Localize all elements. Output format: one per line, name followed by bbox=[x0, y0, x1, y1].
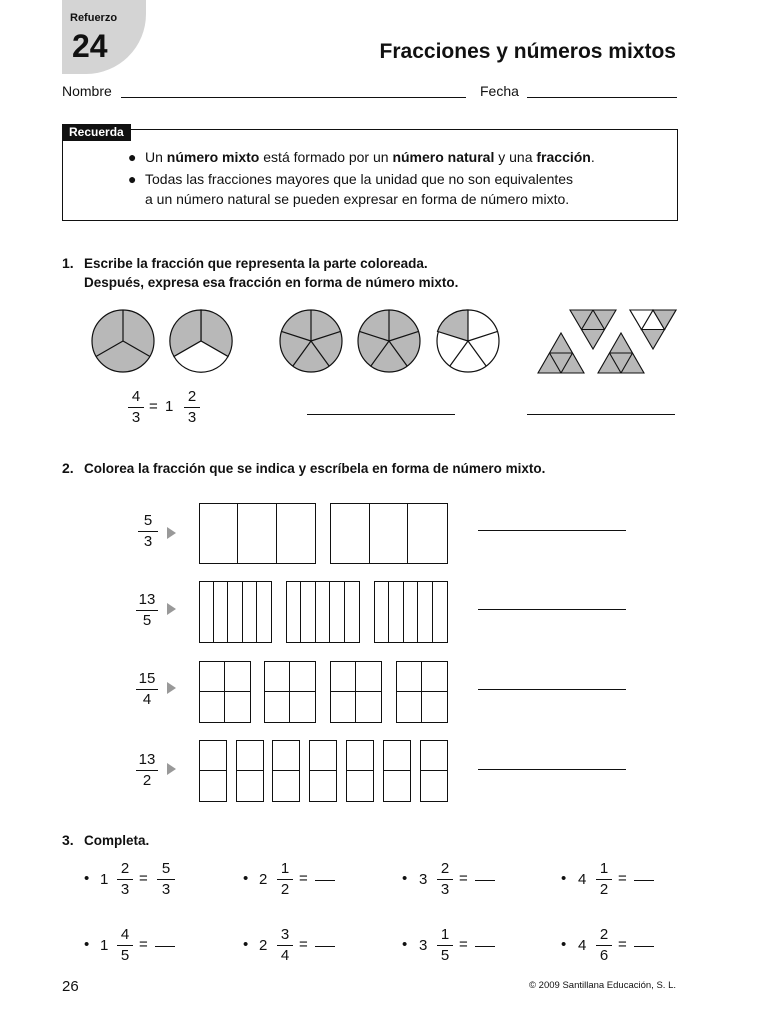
q1-figures bbox=[88, 305, 688, 381]
copyright: © 2009 Santillana Educación, S. L. bbox=[529, 980, 676, 991]
q2-row-3-box-4[interactable] bbox=[396, 661, 448, 723]
circle-fifths-3 bbox=[437, 310, 499, 372]
q2-row-1-fraction: 5 3 bbox=[138, 512, 158, 551]
q2-answer-line-4[interactable] bbox=[478, 769, 626, 770]
q2-answer-line-2[interactable] bbox=[478, 609, 626, 610]
triangle-top-left bbox=[570, 310, 616, 349]
triangle-top-right bbox=[630, 310, 676, 349]
circle-fifths-1 bbox=[280, 310, 342, 372]
q2-row-3-box-1[interactable] bbox=[199, 661, 251, 723]
arrow-right-icon bbox=[167, 682, 176, 694]
q2-row-3-box-2[interactable] bbox=[264, 661, 316, 723]
q2-row-2-fraction: 13 5 bbox=[136, 591, 158, 630]
example-whole: 1 bbox=[165, 398, 174, 415]
triangle-bottom-left bbox=[538, 333, 584, 373]
q2-row-4-box-3[interactable] bbox=[272, 740, 300, 802]
question-3: 3. Completa. bbox=[62, 832, 150, 848]
q2-row-4-box-1[interactable] bbox=[199, 740, 227, 802]
chapter-number: 24 bbox=[72, 28, 108, 64]
q2-row-2-box-3[interactable] bbox=[374, 581, 448, 643]
q2-row-4-box-6[interactable] bbox=[383, 740, 411, 802]
q2-row-4-box-2[interactable] bbox=[236, 740, 264, 802]
arrow-right-icon bbox=[167, 763, 176, 775]
q2-row-3-box-3[interactable] bbox=[330, 661, 382, 723]
arrow-right-icon bbox=[167, 527, 176, 539]
name-label: Nombre bbox=[62, 83, 112, 99]
q2-row-4-fraction: 13 2 bbox=[136, 751, 158, 790]
q3-blank[interactable] bbox=[475, 880, 495, 881]
q3-blank[interactable] bbox=[315, 880, 335, 881]
arrow-right-icon bbox=[167, 603, 176, 615]
circle-thirds-1 bbox=[92, 310, 154, 372]
date-field[interactable] bbox=[527, 97, 677, 98]
q3-blank[interactable] bbox=[475, 946, 495, 947]
example-fraction: 4 3 bbox=[128, 388, 144, 427]
q3-blank[interactable] bbox=[315, 946, 335, 947]
q3-blank[interactable] bbox=[634, 880, 654, 881]
page-number: 26 bbox=[62, 978, 79, 995]
q2-row-1-box-1[interactable] bbox=[199, 503, 316, 564]
name-field[interactable] bbox=[121, 97, 466, 98]
q2-row-1-box-2[interactable] bbox=[330, 503, 448, 564]
q2-row-4-box-7[interactable] bbox=[420, 740, 448, 802]
example-equals: = bbox=[149, 398, 158, 415]
question-1: 1. Escribe la fracción que representa la parte coloreada. Después, expresa esa fracción en forma de número mixto. bbox=[62, 255, 459, 290]
q1-answer-line-1[interactable] bbox=[307, 414, 455, 415]
circle-fifths-2 bbox=[358, 310, 420, 372]
q2-row-2-box-1[interactable] bbox=[199, 581, 272, 643]
example-mixed-fraction: 2 3 bbox=[184, 388, 200, 427]
q2-row-3-fraction: 15 4 bbox=[136, 670, 158, 709]
q1-answer-line-2[interactable] bbox=[527, 414, 675, 415]
q2-row-4-box-5[interactable] bbox=[346, 740, 374, 802]
recuerda-bullet-1: ● Un número mixto está formado por un número natural y una fracción. bbox=[128, 149, 595, 165]
triangle-bottom-right bbox=[598, 333, 644, 373]
page-title: Fracciones y números mixtos bbox=[379, 40, 676, 63]
recuerda-bullet-2: ● Todas las fracciones mayores que la unidad que no son equivalentes a un número natural se pueden expresar en forma de número mixto. bbox=[128, 171, 574, 207]
q3-blank[interactable] bbox=[155, 946, 175, 947]
question-2: 2. Colorea la fracción que se indica y escríbela en forma de número mixto. bbox=[62, 460, 546, 476]
tab-label: Refuerzo bbox=[70, 12, 118, 24]
date-label: Fecha bbox=[480, 83, 519, 99]
q2-row-2-box-2[interactable] bbox=[286, 581, 360, 643]
recuerda-tag: Recuerda bbox=[62, 124, 131, 141]
circle-thirds-2 bbox=[170, 310, 232, 372]
q2-answer-line-3[interactable] bbox=[478, 689, 626, 690]
q3-blank[interactable] bbox=[634, 946, 654, 947]
q2-row-4-box-4[interactable] bbox=[309, 740, 337, 802]
q2-answer-line-1[interactable] bbox=[478, 530, 626, 531]
